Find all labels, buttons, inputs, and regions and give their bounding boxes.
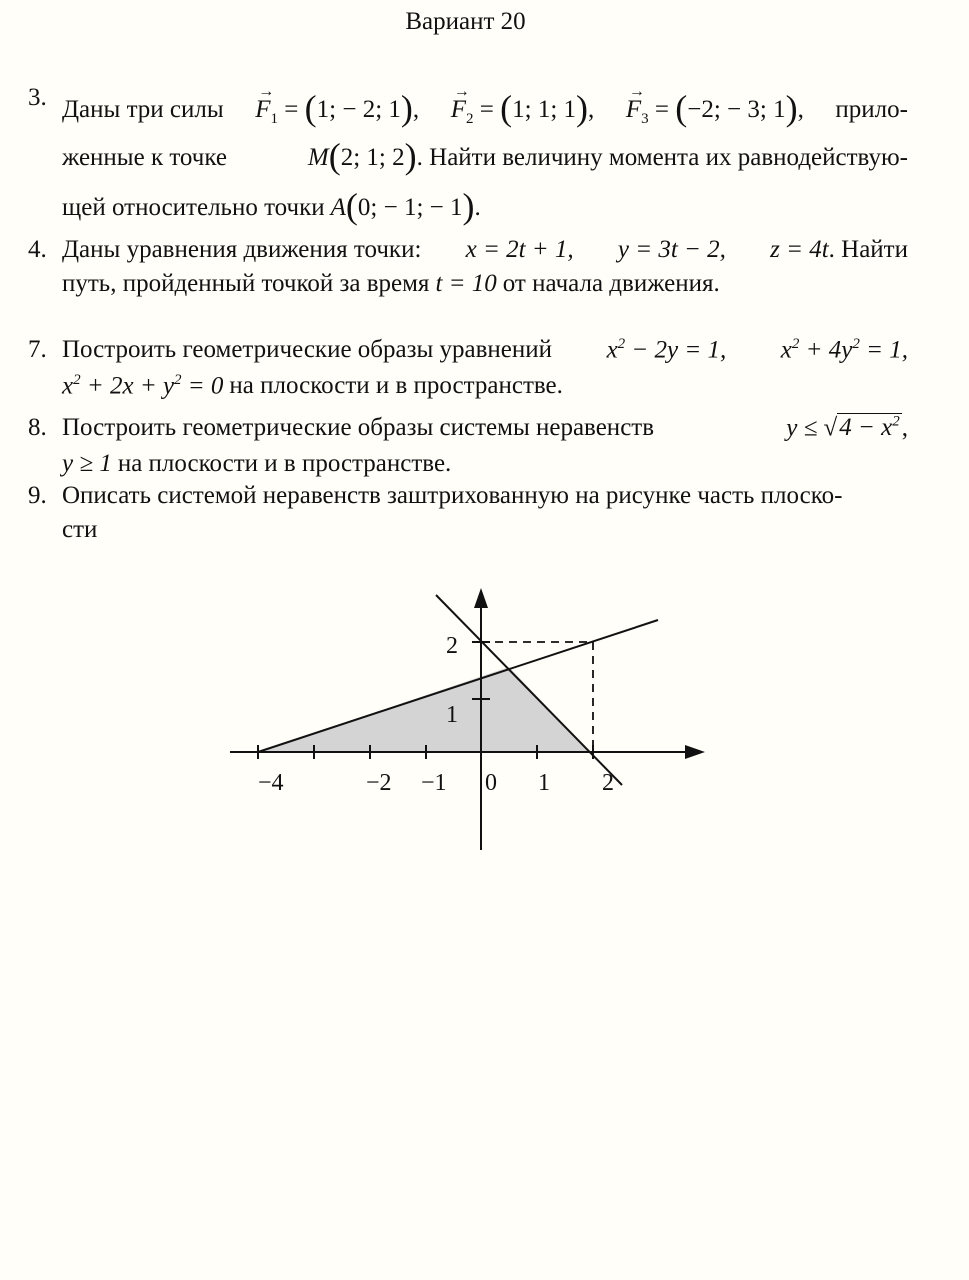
problem-number: 3.: [28, 84, 47, 111]
problem-8: [28, 414, 908, 484]
equation-y: y = 3t − 2,: [617, 236, 726, 263]
problem-number: 4.: [28, 236, 47, 263]
problem-text: прило-: [835, 96, 908, 123]
sqrt-sign: √: [823, 414, 838, 442]
problem-number: 8.: [28, 414, 47, 441]
problem-text: от начала движения.: [502, 270, 720, 297]
problem-text: Построить геометрические образы уравнений: [62, 336, 553, 364]
x-tick-label: −1: [421, 770, 447, 796]
x-tick-label: 0: [485, 770, 497, 796]
force-f2: → $F_2 = (1$; 1; 1),: [450, 83, 595, 128]
problem-text: Даны три силы: [62, 96, 224, 123]
y-tick-label: 2: [446, 633, 458, 659]
problem-text: на плоскости и в пространстве.: [229, 372, 563, 400]
problem-text: Даны уравнения движения точки:: [62, 236, 422, 263]
equation-1: $x^2 - 2y = 1$,: [606, 336, 727, 364]
time-value: t = 10: [435, 270, 497, 297]
inequality-2: y ≥ 1: [62, 450, 112, 477]
problem-text: женные к точке: [62, 144, 227, 171]
problem-text: на плоскости и в пространстве.: [117, 450, 452, 477]
x-tick-label: 2: [602, 770, 614, 796]
y-tick-label: 1: [446, 702, 458, 728]
force-f3: → $F_3 = (-2$; − 3; 1),: [625, 83, 804, 128]
equation-3: $x^2 + 2x + y^2 = 0$: [62, 372, 224, 400]
x-tick-label: 1: [538, 770, 550, 796]
inequality-1: $y \le √4 - x^2$,: [786, 414, 908, 442]
point-a: A(0; − 1; − 1).: [330, 186, 481, 226]
y-axis-arrow: [474, 588, 488, 608]
x-tick-label: −4: [258, 770, 284, 796]
page-title: Вариант 20: [405, 8, 526, 35]
problem-number: 9.: [28, 482, 47, 509]
problem-text: Описать системой неравенств заштрихованную на рисунке часть плоско-: [62, 482, 843, 509]
problem-3: [28, 84, 908, 232]
figure-plot: [0, 560, 969, 860]
problem-text: сти: [62, 516, 98, 543]
problem-text: Построить геометрические образы системы неравенств: [62, 414, 655, 442]
problem-text: путь, пройденный точкой за время: [62, 270, 430, 297]
problem-text: щей относительно точки: [62, 194, 325, 221]
equation-z: z = 4t. Найти: [770, 236, 908, 263]
shaded-region: [258, 667, 590, 752]
equation-2: $x^2 + 4y^2 = 1$,: [780, 336, 908, 364]
problem-4: [28, 236, 908, 304]
force-f1: → $F_1 = (1$; − 2; 1),: [255, 83, 420, 128]
point-m: M(2; 1; 2). Найти величину момента их равнодействую-: [307, 136, 908, 176]
problem-7: [28, 336, 908, 408]
equation-x: x = 2t + 1,: [465, 236, 574, 263]
problem-number: 7.: [28, 336, 47, 363]
x-tick-label: −2: [366, 770, 392, 796]
problem-9: [28, 482, 908, 550]
x-axis-arrow: [685, 745, 705, 759]
